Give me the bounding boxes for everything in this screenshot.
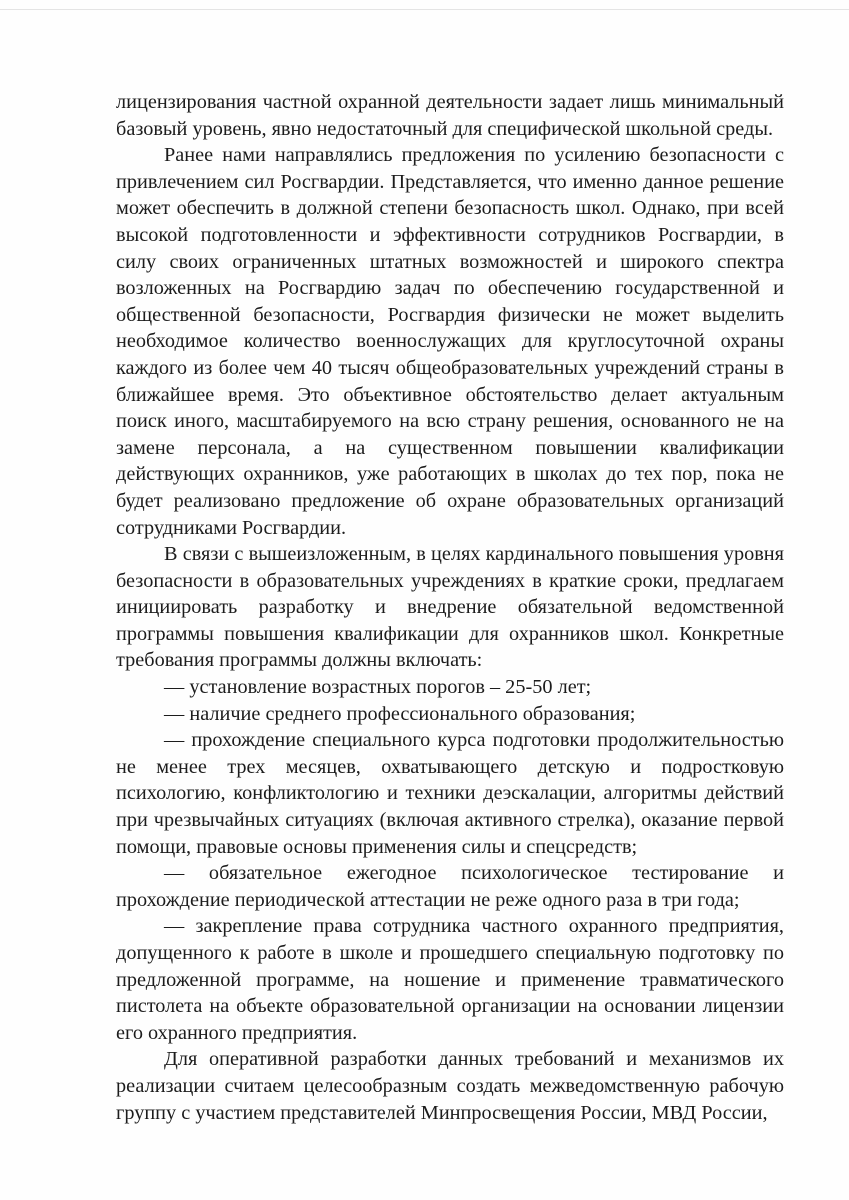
scan-edge-line xyxy=(0,9,849,10)
list-item-education: — наличие среднего профессионального образования; xyxy=(164,702,636,725)
list-item-weapon-right: — закрепление права сотрудника частного охранного предприятия, допущенного к работе в школе и прошедшего специальную подготовку по предложенной программе, на ношение и применение травматического пистолета на объекте образовательной организации на основании лицензии его охранного предприятия. xyxy=(116,915,784,1044)
paragraph-3: В связи с вышеизложенным, в целях кардинального повышения уровня безопасности в образовательных учреждениях в краткие сроки, предлагаем инициировать разработку и внедрение обязательной ведомственной программы повышения квалификации для охранников школ. Конкретные требования программы должны включать: xyxy=(116,543,784,672)
list-item-age-limits: — установление возрастных порогов – 25-50 лет; xyxy=(164,676,592,699)
paragraph-2: Ранее нами направлялись предложения по усилению безопасности с привлечением сил Росгвардии. Представляется, что именно данное решение может обеспечить в должной степени безопасность школ. Однако, при всей высокой подготовленности и эффективности сотрудников Росгвардии, в силу своих ограниченных штатных возможностей и широкого спектра возложенных на Росгвардию задач по обеспечению государственной и общественной безопасности, Росгвардия физически не может выделить необходимое количество военнослужащих для круглосуточной охраны каждого из более чем 40 тысяч общеобразовательных учреждений страны в ближайшее время. Это объективное обстоятельство делает актуальным поиск иного, масштабируемого на всю страну решения, основанного не на замене персонала, а на существенном повышении квалификации действующих охранников, уже работающих в школах до тех пор, пока не будет реализовано предложение об охране образовательных организаций сотрудниками Росгвардии. xyxy=(116,144,784,539)
list-item-psych-testing: — обязательное ежегодное психологическое тестирование и прохождение периодической аттестации не реже одного раза в три года; xyxy=(116,862,784,911)
list-item-training-course: — прохождение специального курса подготовки продолжительностью не менее трех месяцев, охватывающего детскую и подростковую психологию, конфликтологию и техники деэскалации, алгоритмы действий при чрезвычайных ситуациях (включая активного стрелка), оказание первой помощи, правовые основы применения силы и спецсредств; xyxy=(116,729,784,858)
document-body xyxy=(116,89,784,1126)
paragraph-1: лицензирования частной охранной деятельности задает лишь минимальный базовый уровень, явно недостаточный для специфической школьной среды. xyxy=(116,91,784,140)
paragraph-working-group: Для оперативной разработки данных требований и механизмов их реализации считаем целесообразным создать межведомственную рабочую группу с участием представителей Минпросвещения России, МВД России, xyxy=(116,1048,784,1124)
